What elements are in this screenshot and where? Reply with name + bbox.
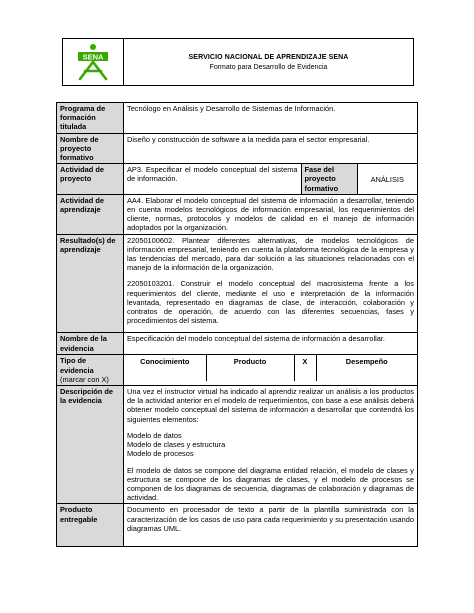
label-proyecto: Nombre de proyecto formativo [57,133,124,164]
value-nombre-evidencia: Especificación del modelo conceptual del sistema de información a desarrollar. [124,333,418,355]
resultados-cell [124,234,418,333]
logo-cell [63,39,124,85]
sena-logo [75,43,111,81]
row-descripcion [57,386,418,504]
descripcion-item-3: Modelo de procesos [127,449,194,459]
resultado-2: 22050103201. Construir el modelo conceptual del macrosistema frente a los requerimientos del cliente, mediante el uso e interpretación de la información levantada, representado en diagramas de clase, de interacción, colaboración y contratos de operación, de acuerdo con las diferentes secuencias, fases y procedimientos del sistema. [127,279,414,326]
row-actividad-aprendizaje [57,194,418,234]
label-programa: Programa de formación titulada [57,103,124,134]
actividad-proyecto-cell [124,164,418,195]
descripcion-cell [124,386,418,504]
label-tipo-evidencia: Tipo de evidencia [60,356,94,375]
label-actividad-proyecto: Actividad de proyecto [57,164,124,195]
row-actividad-proyecto [57,164,418,195]
row-tipo-evidencia [57,355,418,386]
document-header [62,38,414,86]
value-actividad-aprendizaje: AA4. Elaborar el modelo conceptual del sistema de información a desarrollar, teniendo en cuenta modelos tecnológicos de información empresarial, los requerimientos del cliente, normas, protocolos y modelos de calidad en el manejo de información adoptados por la organización. [124,194,418,234]
label-actividad-aprendizaje: Actividad de aprendizaje [57,194,124,234]
row-resultados [57,234,418,333]
label-resultados: Resultado(s) de aprendizaje [57,234,124,333]
descripcion-item-2: Modelo de clases y estructura [127,440,226,450]
value-proyecto: Diseño y construcción de software a la medida para el sector empresarial. [124,133,418,164]
tipo-desempeno: Desempeño [316,355,417,368]
row-programa [57,103,418,134]
actividad-proyecto-inner [124,164,417,194]
descripcion-list [127,431,414,459]
label-fase: Fase del proyecto formativo [301,164,357,194]
svg-text:SENA: SENA [82,52,104,62]
descripcion-p1: Una vez el instructor virtual ha indicado al aprendiz realizar un análisis a los productos de la actividad anterior en el modelo de requerimientos, con base a ese análisis deberá obtener modelo conceptual del sistema de información a desarrollar que contendrá los siguientes elementos: [127,387,414,424]
row-proyecto [57,133,418,164]
label-producto: Producto entregable [57,504,124,547]
institution-title: SERVICIO NACIONAL DE APRENDIZAJE SENA [188,53,349,61]
descripcion-item-1: Modelo de datos [127,430,182,440]
label-nombre-evidencia: Nombre de la evidencia [57,333,124,355]
value-producto: Documento en procesador de texto a partir de la plantilla suministrada con la caracterización de los casos de uso para cada requerimiento y su presentación usando diagramas UML. [124,504,418,547]
value-actividad-proyecto: AP3. Especificar el modelo conceptual del sistema de información. [127,165,298,184]
tipo-conocimiento: Conocimiento [140,357,190,367]
row-nombre-evidencia [57,333,418,355]
label-tipo-evidencia-cell [57,355,124,386]
format-title: Formato para Desarrollo de Evidencia [209,63,328,71]
row-producto [57,504,418,547]
tipo-evidencia-grid-cell [124,355,418,386]
label-tipo-evidencia-sub: (marcar con X) [60,374,109,384]
value-programa: Tecnólogo en Análisis y Desarrollo de Sistemas de Información. [124,103,418,134]
evidence-table [56,102,418,547]
resultado-1: 22050100602. Plantear diferentes alternativas, de modelos tecnológicos de información empresarial, teniendo en cuenta la plataforma tecnológica de la empresa y las tendencias del mercado, para dar solución a las situaciones relacionadas con el manejo de la información de la organización. [127,235,414,273]
header-title-cell [124,39,413,85]
value-fase: ANÁLISIS [370,175,404,185]
tipo-marca-x: X [294,355,316,368]
tipo-evidencia-grid [124,355,417,380]
label-descripcion: Descripción de la evidencia [57,386,124,504]
tipo-producto: Producto [206,355,294,368]
descripcion-p2: El modelo de datos se compone del diagrama entidad relación, el modelo de clases y estructura se compone de los diagramas de clases, y el modelo de procesos se componen de los diagramas de secuencia, diagramas de colaboración y diagramas de actividad. [127,465,414,503]
